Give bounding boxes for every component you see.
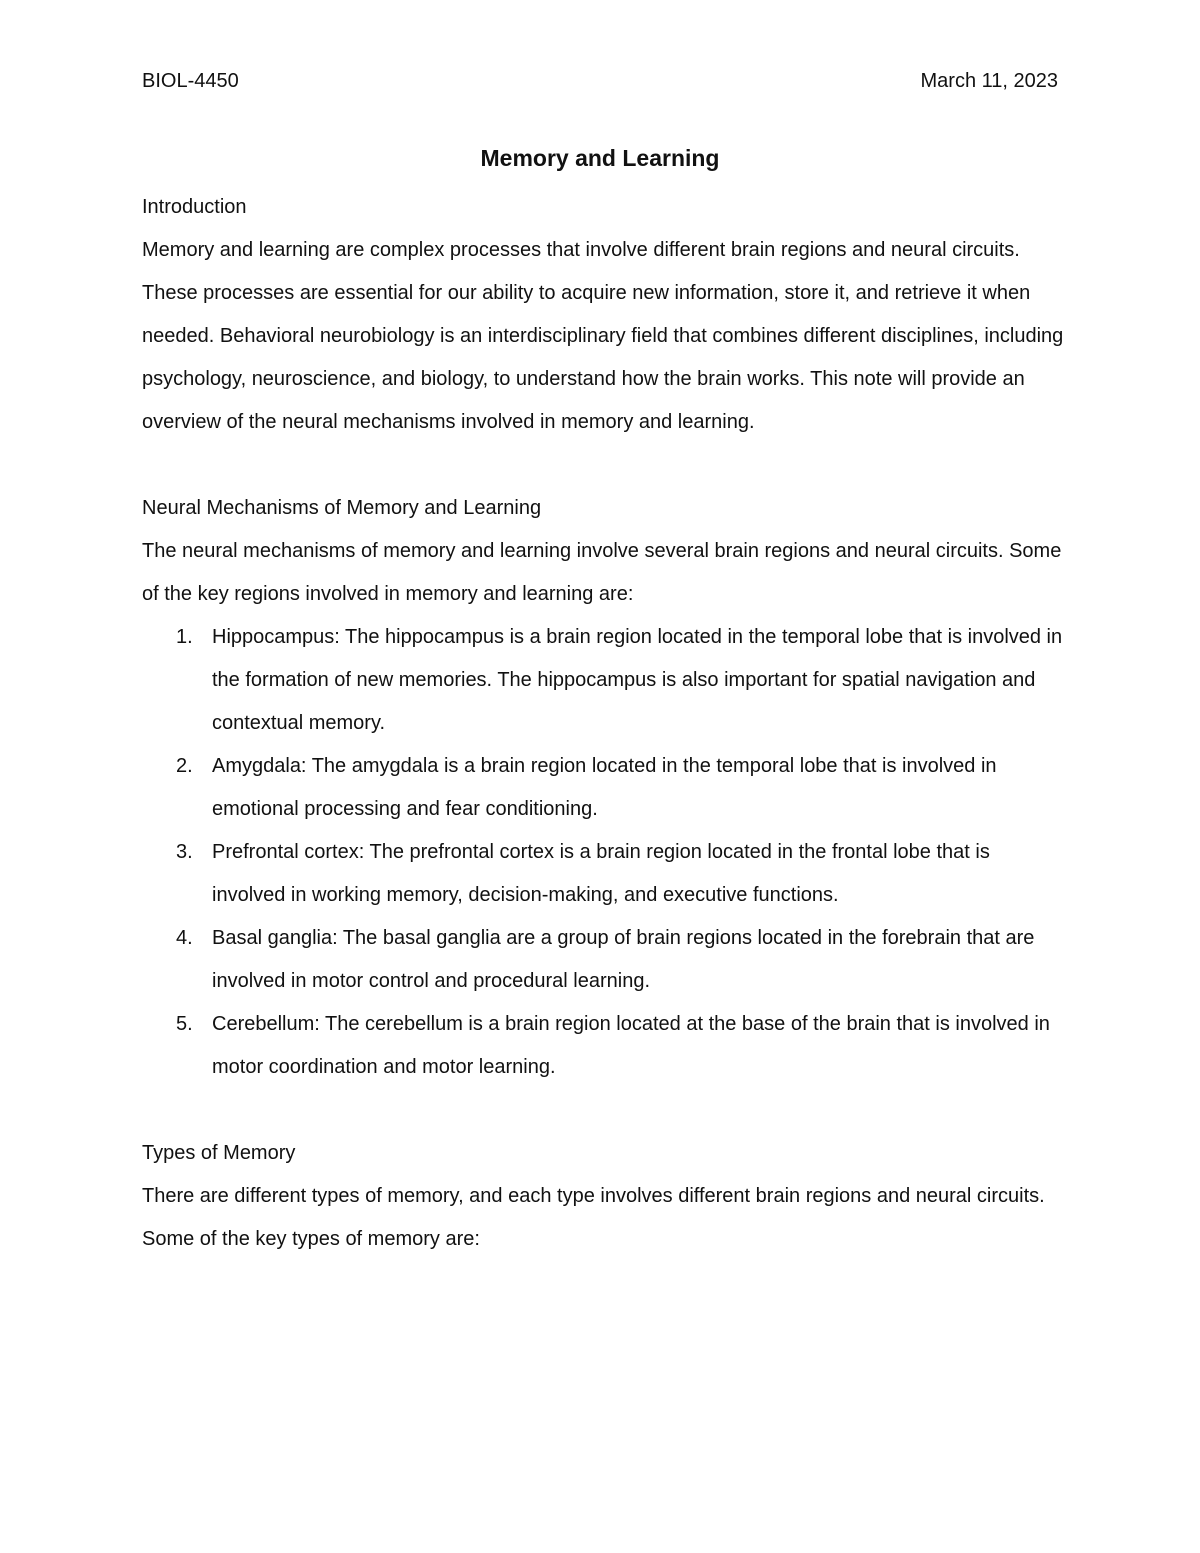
list-item	[142, 1003, 1067, 1089]
list-item	[142, 745, 1067, 831]
list-item-text: Hippocampus: The hippocampus is a brain region located in the temporal lobe that is involved in the formation of new memories. The hippocampus is also important for spatial navigation and contextual memory.	[212, 626, 1063, 734]
list-item-text: Prefrontal cortex: The prefrontal cortex is a brain region located in the frontal lobe that is involved in working memory, decision-making, and executive functions.	[212, 841, 990, 906]
list-item-number: 2.	[176, 755, 193, 777]
types-of-memory-heading: Types of Memory	[142, 1142, 296, 1164]
document-date: March 11, 2023	[920, 70, 1058, 92]
list-item-number: 3.	[176, 841, 193, 863]
list-item	[142, 616, 1067, 745]
course-code: BIOL-4450	[142, 70, 239, 92]
list-item	[142, 831, 1067, 917]
introduction-heading: Introduction	[142, 196, 247, 218]
introduction-paragraph: Memory and learning are complex processes that involve different brain regions and neural circuits. These processes are essential for our ability to acquire new information, store it, and retrieve it when needed. Behavioral neurobiology is an interdisciplinary field that combines different disciplines, including psychology, neuroscience, and biology, to understand how the brain works. This note will provide an overview of the neural mechanisms involved in memory and learning.	[142, 239, 1064, 433]
list-item-number: 1.	[176, 626, 193, 648]
neural-mechanisms-heading: Neural Mechanisms of Memory and Learning	[142, 497, 542, 519]
list-item-number: 5.	[176, 1013, 193, 1035]
brain-regions-list	[142, 616, 1067, 1089]
paragraph-spacer	[142, 1089, 1067, 1132]
neural-mechanisms-paragraph: The neural mechanisms of memory and learning involve several brain regions and neural circuits. Some of the key regions involved in memory and learning are:	[142, 540, 1062, 605]
document-body	[142, 186, 1067, 1261]
list-item-text: Cerebellum: The cerebellum is a brain region located at the base of the brain that is involved in motor coordination and motor learning.	[212, 1013, 1050, 1078]
list-item	[142, 917, 1067, 1003]
list-item-number: 4.	[176, 927, 193, 949]
document-title: Memory and Learning	[480, 145, 720, 171]
types-of-memory-paragraph: There are different types of memory, and each type involves different brain regions and neural circuits. Some of the key types of memory are:	[142, 1185, 1045, 1250]
list-item-text: Basal ganglia: The basal ganglia are a group of brain regions located in the forebrain that are involved in motor control and procedural learning.	[212, 927, 1035, 992]
page-header	[142, 70, 1058, 100]
paragraph-spacer	[142, 444, 1067, 487]
list-item-text: Amygdala: The amygdala is a brain region located in the temporal lobe that is involved in emotional processing and fear conditioning.	[212, 755, 997, 820]
